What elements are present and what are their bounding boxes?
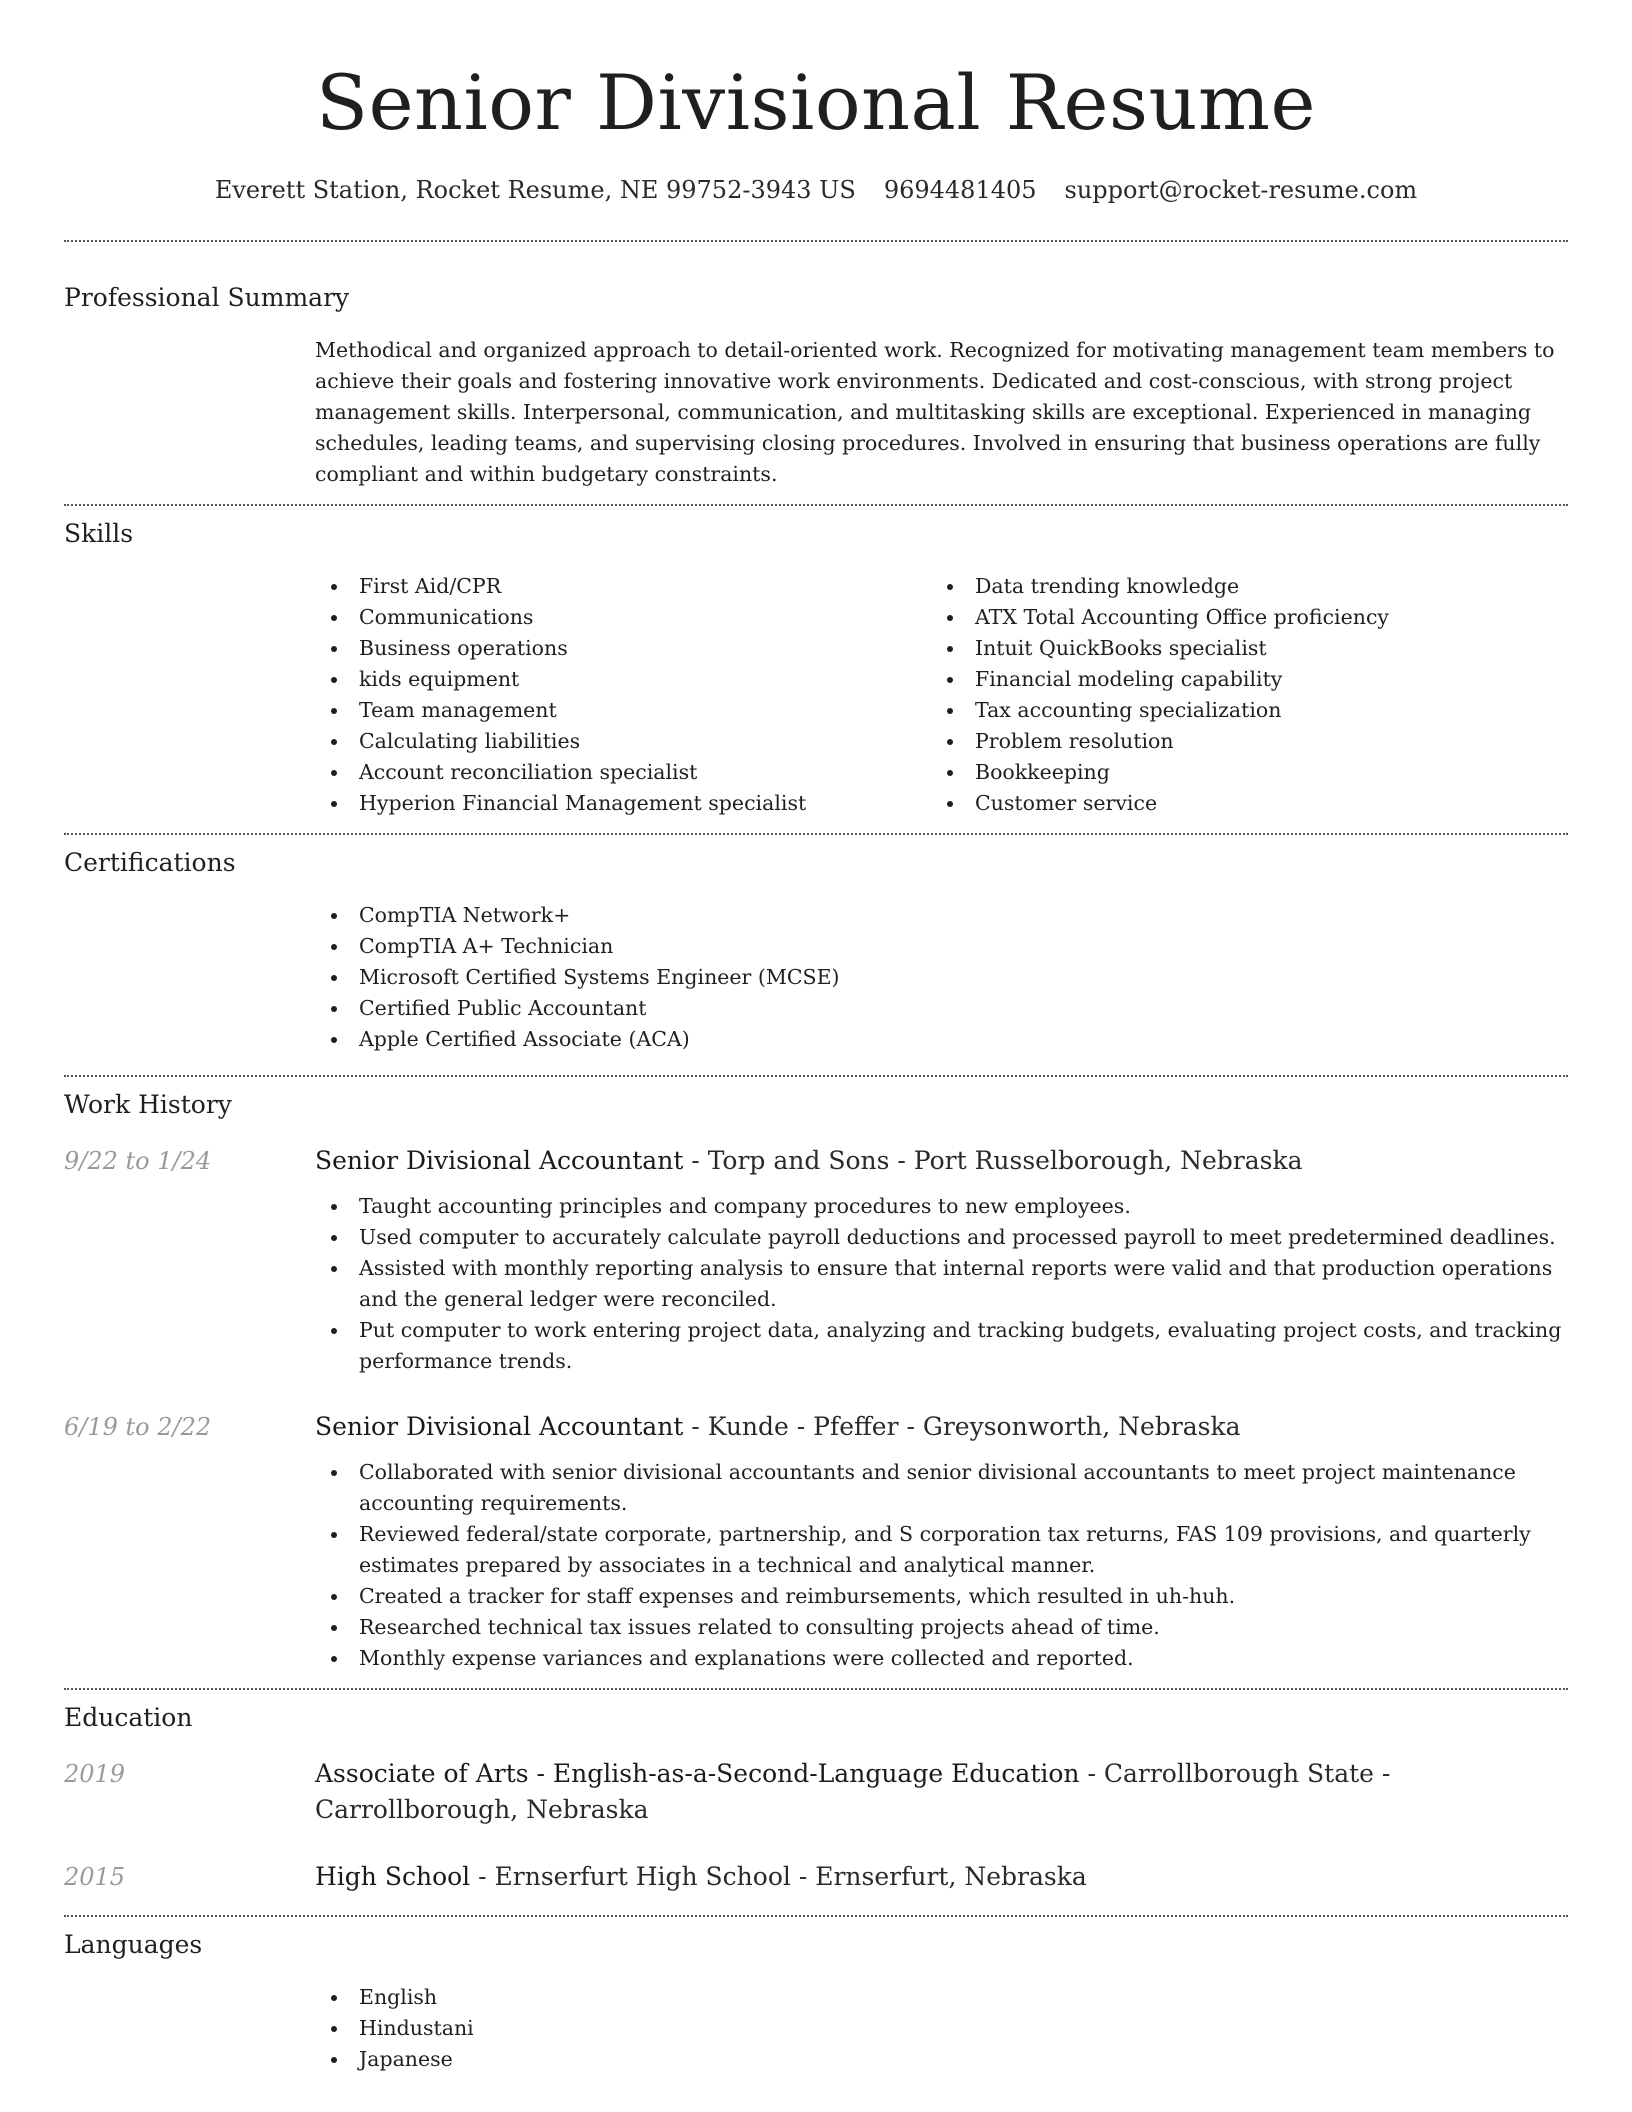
- education-heading: Education: [64, 1703, 193, 1732]
- job-dates: 9/22 to 1/24: [64, 1147, 212, 1175]
- contact-phone: 9694481405: [883, 176, 1037, 204]
- job-employer: - Kunde - Pfeffer - Greysonworth, Nebraska: [683, 1412, 1241, 1441]
- job-entry: [64, 1143, 1568, 1179]
- certification-item: Apple Certified Associate (ACA): [315, 1024, 1568, 1055]
- education-title: [315, 1859, 1568, 1895]
- job-role: Senior Divisional Accountant: [315, 1146, 684, 1175]
- job-title: [315, 1143, 1568, 1179]
- certifications-heading: Certifications: [64, 848, 236, 877]
- skill-item: Bookkeeping: [931, 757, 1547, 788]
- languages-heading: Languages: [64, 1930, 203, 1959]
- job-bullet: Reviewed federal/state corporate, partnership, and S corporation tax returns, FAS 109 provisions, and quarterly estimates prepared by associates in a technical and analytical manner.: [315, 1519, 1568, 1581]
- skill-item: First Aid/CPR: [315, 571, 931, 602]
- job-title: [315, 1409, 1568, 1445]
- summary-section: [64, 282, 1568, 490]
- summary-heading: Professional Summary: [64, 283, 350, 312]
- work-history-section: [64, 1089, 1568, 1674]
- education-degree: Associate of Arts - English-as-a-Second-Language Education: [315, 1759, 1080, 1788]
- certification-item: Certified Public Accountant: [315, 993, 1568, 1024]
- job-bullet: Used computer to accurately calculate payroll deductions and processed payroll to meet predetermined deadlines.: [315, 1222, 1568, 1253]
- job-bullet: Created a tracker for staff expenses and reimbursements, which resulted in uh-huh.: [315, 1581, 1568, 1612]
- education-school: - Carrollborough State - Carrollborough, Nebraska: [315, 1759, 1391, 1824]
- job-employer: - Torp and Sons - Port Russelborough, Nebraska: [683, 1146, 1303, 1175]
- certification-item: CompTIA Network+: [315, 900, 1568, 931]
- skill-item: Tax accounting specialization: [931, 695, 1547, 726]
- job-bullet: Taught accounting principles and company procedures to new employees.: [315, 1191, 1568, 1222]
- job-bullets: [315, 1191, 1568, 1377]
- languages-list: [315, 1982, 1568, 2075]
- job-entry: [64, 1409, 1568, 1445]
- section-divider: [64, 240, 1568, 242]
- skill-item: Calculating liabilities: [315, 726, 931, 757]
- job-bullet: Researched technical tax issues related to consulting projects ahead of time.: [315, 1612, 1568, 1643]
- education-entry: [64, 1756, 1568, 1828]
- skills-list: [315, 571, 1568, 819]
- job-bullet: Assisted with monthly reporting analysis to ensure that internal reports were valid and that production operations and the general ledger were reconciled.: [315, 1253, 1568, 1315]
- job-bullet: Monthly expense variances and explanations were collected and reported.: [315, 1643, 1568, 1674]
- languages-section: [64, 1929, 1568, 2075]
- job-role: Senior Divisional Accountant: [315, 1412, 684, 1441]
- skills-column-right: [931, 571, 1547, 819]
- education-school: - Ernserfurt High School - Ernserfurt, Nebraska: [470, 1862, 1087, 1891]
- certifications-list: [315, 900, 1568, 1055]
- skill-item: Business operations: [315, 633, 931, 664]
- skill-item: Problem resolution: [931, 726, 1547, 757]
- skill-item: Hyperion Financial Management specialist: [315, 788, 931, 819]
- skills-column-left: [315, 571, 931, 819]
- skill-item: Intuit QuickBooks specialist: [931, 633, 1547, 664]
- skill-item: ATX Total Accounting Office proficiency: [931, 602, 1547, 633]
- language-item: English: [315, 1982, 1568, 2013]
- contact-line: [64, 174, 1568, 206]
- skill-item: Customer service: [931, 788, 1547, 819]
- job-bullet: Collaborated with senior divisional accountants and senior divisional accountants to meet project maintenance accounting requirements.: [315, 1457, 1568, 1519]
- skill-item: Communications: [315, 602, 931, 633]
- skill-item: Data trending knowledge: [931, 571, 1547, 602]
- language-item: Japanese: [315, 2044, 1568, 2075]
- section-divider: [64, 1075, 1568, 1077]
- education-entry: [64, 1859, 1568, 1895]
- certifications-section: [64, 847, 1568, 1055]
- languages-body: [315, 1982, 1568, 2075]
- certifications-body: [315, 900, 1568, 1055]
- skill-item: Financial modeling capability: [931, 664, 1547, 695]
- language-item: Hindustani: [315, 2013, 1568, 2044]
- summary-body: [315, 335, 1568, 490]
- skill-item: Team management: [315, 695, 931, 726]
- education-year: 2019: [64, 1760, 126, 1788]
- skills-heading: Skills: [64, 519, 134, 548]
- resume-page: [64, 0, 1568, 2075]
- education-degree: High School: [315, 1862, 471, 1891]
- summary-text: Methodical and organized approach to detail-oriented work. Recognized for motivating management team members to achieve their goals and fostering innovative work environments. Dedicated and cost-conscious, with strong project management skills. Interpersonal, communication, and multitasking skills are exceptional. Experienced in managing schedules, leading teams, and supervising closing procedures. Involved in ensuring that business operations are fully compliant and within budgetary constraints.: [315, 338, 1555, 486]
- contact-address: Everett Station, Rocket Resume, NE 99752-3943 US: [214, 176, 856, 204]
- section-divider: [64, 1915, 1568, 1917]
- job-details: [315, 1457, 1568, 1674]
- certification-item: Microsoft Certified Systems Engineer (MCSE): [315, 962, 1568, 993]
- job-dates: 6/19 to 2/22: [64, 1413, 212, 1441]
- skills-section: [64, 518, 1568, 819]
- section-divider: [64, 1688, 1568, 1690]
- job-bullet: Put computer to work entering project data, analyzing and tracking budgets, evaluating project costs, and tracking performance trends.: [315, 1315, 1568, 1377]
- job-details: [315, 1191, 1568, 1377]
- contact-email[interactable]: support@rocket-resume.com: [1064, 176, 1418, 204]
- work-history-heading: Work History: [64, 1090, 232, 1119]
- section-divider: [64, 833, 1568, 835]
- section-divider: [64, 504, 1568, 506]
- skill-item: Account reconciliation specialist: [315, 757, 931, 788]
- job-bullets: [315, 1457, 1568, 1674]
- education-year: 2015: [64, 1863, 126, 1891]
- skill-item: kids equipment: [315, 664, 931, 695]
- education-title: [315, 1756, 1568, 1828]
- certification-item: CompTIA A+ Technician: [315, 931, 1568, 962]
- resume-title: Senior Divisional Resume: [316, 58, 1316, 147]
- education-section: [64, 1702, 1568, 1895]
